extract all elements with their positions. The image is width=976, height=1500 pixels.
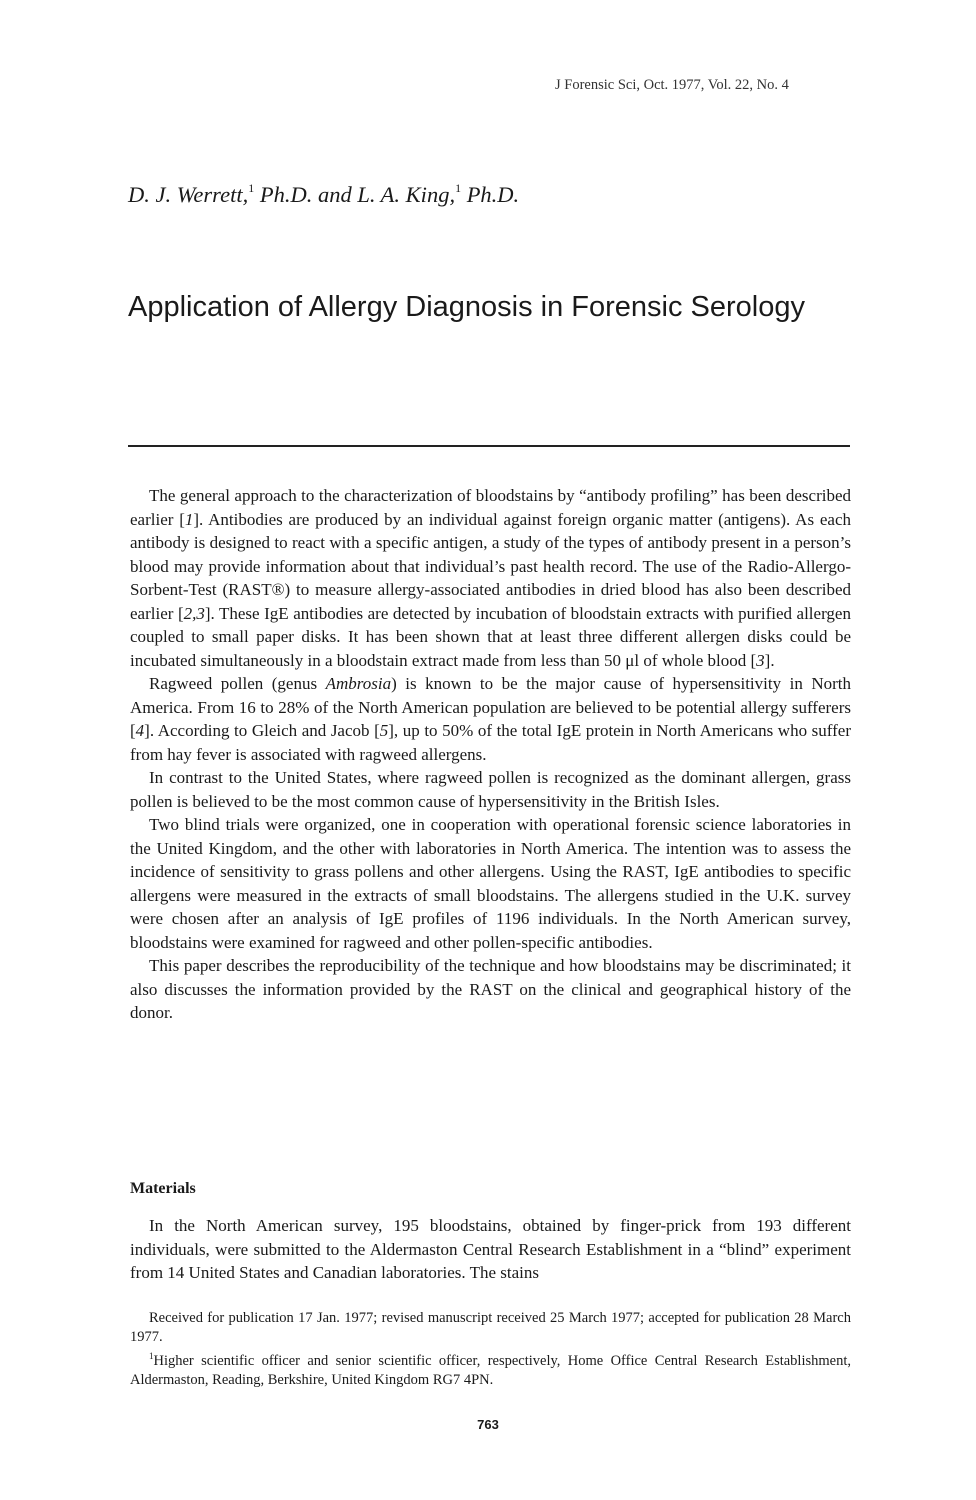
section-heading-materials: Materials [130, 1180, 196, 1197]
footnotes [130, 1309, 851, 1390]
paragraph: In contrast to the United States, where ragweed pollen is recognized as the dominant allergen, grass pollen is believed to be the most common cause of hypersensitivity in the British Isles. [130, 768, 851, 811]
footnote-received: Received for publication 17 Jan. 1977; revised manuscript received 25 March 1977; accepted for publication 28 March 1977. [130, 1310, 851, 1345]
paragraph: This paper describes the reproducibility of the technique and how bloodstains may be discriminated; it also discusses the information provided by the RAST on the clinical and geographical history of the donor. [130, 956, 851, 1022]
affiliation-mark: 1 [455, 181, 462, 195]
paragraph: The general approach to the characterization of bloodstains by “antibody profiling” has been described earlier [1]. Antibodies are produced by an individual against foreign organic matter (antigens). As each antibody is designed to react with a specific antigen, a study of the types of antibody present in a person’s blood may provide information about that individual’s past health record. The use of the Radio-Allergo-Sorbent-Test (RAST®) to measure allergy-associated antibodies in dried blood has also been described earlier [2,3]. These IgE antibodies are detected by incubation of bloodstain extracts with purified allergen coupled to small paper disks. It has been shown that at least three different allergen disks could be incubated simultaneously in a bloodstain extract made from less than 50 μl of whole blood [3]. [130, 486, 851, 670]
author-name: L. A. King, [357, 182, 456, 207]
citation-ref: 4 [135, 721, 145, 740]
paragraph: In the North American survey, 195 bloodstains, obtained by finger-prick from 193 different individuals, were submitted to the Aldermaston Central Research Establishment in a “blind” experiment from 14 United States and Canadian laboratories. The stains [130, 1216, 851, 1282]
genus-name: Ambrosia [325, 674, 392, 693]
affiliation-mark: 1 [248, 181, 255, 195]
paragraph: Ragweed pollen (genus Ambrosia) is known to be the major cause of hypersensitivity in North America. From 16 to 28% of the North American population are believed to be potential allergy sufferers [4]. According to Gleich and Jacob [5], up to 50% of the total IgE protein in North Americans who suffer from hay fever is associated with ragweed allergens. [130, 674, 851, 764]
citation-ref: 2,3 [183, 603, 205, 623]
author-degree: Ph.D. and [259, 182, 352, 207]
citation-ref: 1 [184, 509, 194, 529]
page-number: 763 [477, 1417, 499, 1432]
citation-ref: 5 [379, 721, 389, 740]
citation-ref: 3 [756, 650, 765, 670]
author-name: D. J. Werrett, [128, 182, 249, 207]
materials-body [130, 1214, 851, 1285]
introduction-body [130, 484, 851, 1025]
paper-title: Application of Allergy Diagnosis in Forensic Serology [128, 291, 806, 323]
author-degree: Ph.D. [466, 182, 520, 207]
title-divider [128, 445, 850, 447]
footnote-mark: 1 [149, 1351, 154, 1361]
footnote-affiliation: $^1$Higher scientific officer and senior scientific officer, respectively, Home Office Central Research Establishment, Aldermaston, Reading, Berkshire, United Kingdom RG7 4PN. [130, 1351, 851, 1388]
journal-reference: J Forensic Sci, Oct. 1977, Vol. 22, No. 4 [555, 77, 789, 93]
paragraph: Two blind trials were organized, one in cooperation with operational forensic science laboratories in the United Kingdom, and the other with laboratories in North America. The intention was to assess the incidence of sensitivity to grass pollens and other allergens. Using the RAST, IgE antibodies to specific allergens were measured in the extracts of small bloodstains. The allergens studied in the U.K. survey were chosen after an analysis of IgE profiles of 1196 individuals. In the North American survey, bloodstains were examined for ragweed and other pollen-specific antibodies. [130, 815, 851, 952]
author-line [128, 181, 519, 208]
